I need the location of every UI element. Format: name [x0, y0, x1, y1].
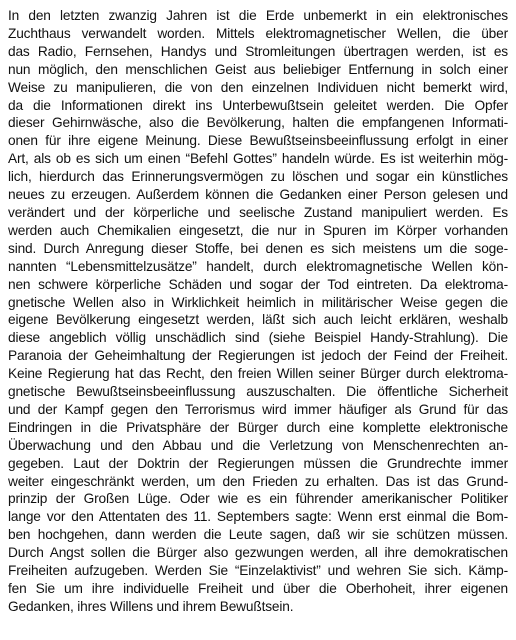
text-line: werden auch Chemikalien eingesetzt, die nur in Spuren im Körper vorhanden	[8, 222, 508, 238]
text-line: gegeben. Laut der Doktrin der Regierungen müssen die Grundrechte immer	[8, 455, 508, 471]
text-line: lich, hierdurch das Erinnerungsvermögen zu löschen und sogar ein künstliches	[8, 169, 508, 185]
text-line: lange vor den Attentaten des 11. Septembers sagte: Wenn erst einmal die Bom-	[8, 509, 508, 525]
text-line: prinzip der Großen Lüge. Oder wie es ein führender amerikanischer Politiker	[8, 491, 508, 507]
text-line: weiter eingeschränkt werden, um den Frieden zu erhalten. Das ist das Grund-	[8, 473, 508, 489]
text-line: das Radio, Fernsehen, Handys und Stromleitungen übertragen werden, ist es	[8, 43, 508, 59]
text-line: dieser Gehirnwäsche, also die Bevölkerung, halten die empfangenen Informati-	[8, 115, 508, 131]
text-line: fen Sie um ihre individuelle Freiheit und über die Oberhoheit, ihrer eigenen	[8, 581, 508, 596]
text-line: da die Informationen direkt ins Unterbewußtsein geleitet werden. Die Opfer	[8, 97, 508, 113]
document-page	[8, 7, 508, 633]
text-line: Durch Angst sollen die Bürger also gezwungen werden, all ihre demokratischen	[8, 545, 508, 561]
text-line: In den letzten zwanzig Jahren ist die Erde unbemerkt in ein elektronisches	[8, 8, 508, 23]
text-line: sind. Durch Anregung dieser Stoffe, bei denen es sich meistens um die soge-	[8, 240, 508, 256]
text-line: Zuchthaus verwandelt worden. Mittels elektromagnetischer Wellen, die über	[8, 25, 508, 41]
text-line: Freiheiten aufzugeben. Werden Sie “Einzelaktivist” und wehren Sie sich. Kämp-	[8, 563, 508, 579]
text-line: eigene Bevölkerung eingesetzt werden, läßt sich auch leicht erklären, weshalb	[8, 312, 508, 328]
text-line: ben hochgehen, dann werden die Leute sagen, daß wir sie schützen müssen.	[8, 527, 508, 543]
text-line: diese angeblich völlig unschädlich sind (siehe Beispiel Handy-Strahlung). Die	[8, 330, 508, 346]
text-line: und der Kampf gegen den Terrorismus wird immer häufiger als Grund für das	[8, 401, 508, 417]
text-line: Eindringen in die Privatsphäre der Bürger durch eine komplette elektronische	[8, 419, 508, 435]
text-line: Überwachung und den Abbau und die Verletzung von Menschenrechten an-	[8, 437, 508, 453]
text-line: Paranoia der Geheimhaltung der Regierungen ist jedoch der Feind der Freiheit.	[8, 348, 508, 364]
body-paragraph	[8, 7, 508, 616]
text-line: Art, als ob es sich um einen “Befehl Gottes” handeln würde. Es ist weiterhin mög-	[8, 151, 508, 167]
text-line: nun möglich, den menschlichen Geist aus beliebiger Entfernung in solch einer	[8, 61, 508, 77]
text-line: Weise zu manipulieren, die von den einzelnen Individuen nicht bemerkt wird,	[8, 79, 508, 95]
text-line: nen schwere körperliche Schäden und sogar der Tod eintreten. Da elektroma-	[8, 276, 508, 292]
text-line: neues zu erzeugen. Außerdem können die Gedanken einer Person gelesen und	[8, 187, 508, 203]
text-line: onen für ihre eigene Meinung. Diese Bewußtseinsbeeinflussung erfolgt in einer	[8, 133, 508, 149]
text-line: gnetische Bewußtseinsbeeinflussung auszuschalten. Die öffentliche Sicherheit	[8, 384, 508, 400]
text-line-last: Gedanken, ihres Willens und ihrem Bewußtsein.	[8, 598, 294, 614]
text-line: Keine Regierung hat das Recht, den freien Willen seiner Bürger durch elektroma-	[8, 366, 508, 382]
text-line: gnetische Wellen also in Wirklichkeit heimlich in militärischer Weise gegen die	[8, 294, 508, 310]
text-line: nannten “Lebensmittelzusätze” handelt, durch elektromagnetische Wellen kön-	[8, 258, 508, 274]
text-line: verändert und der körperliche und seelische Zustand manipuliert werden. Es	[8, 204, 508, 220]
